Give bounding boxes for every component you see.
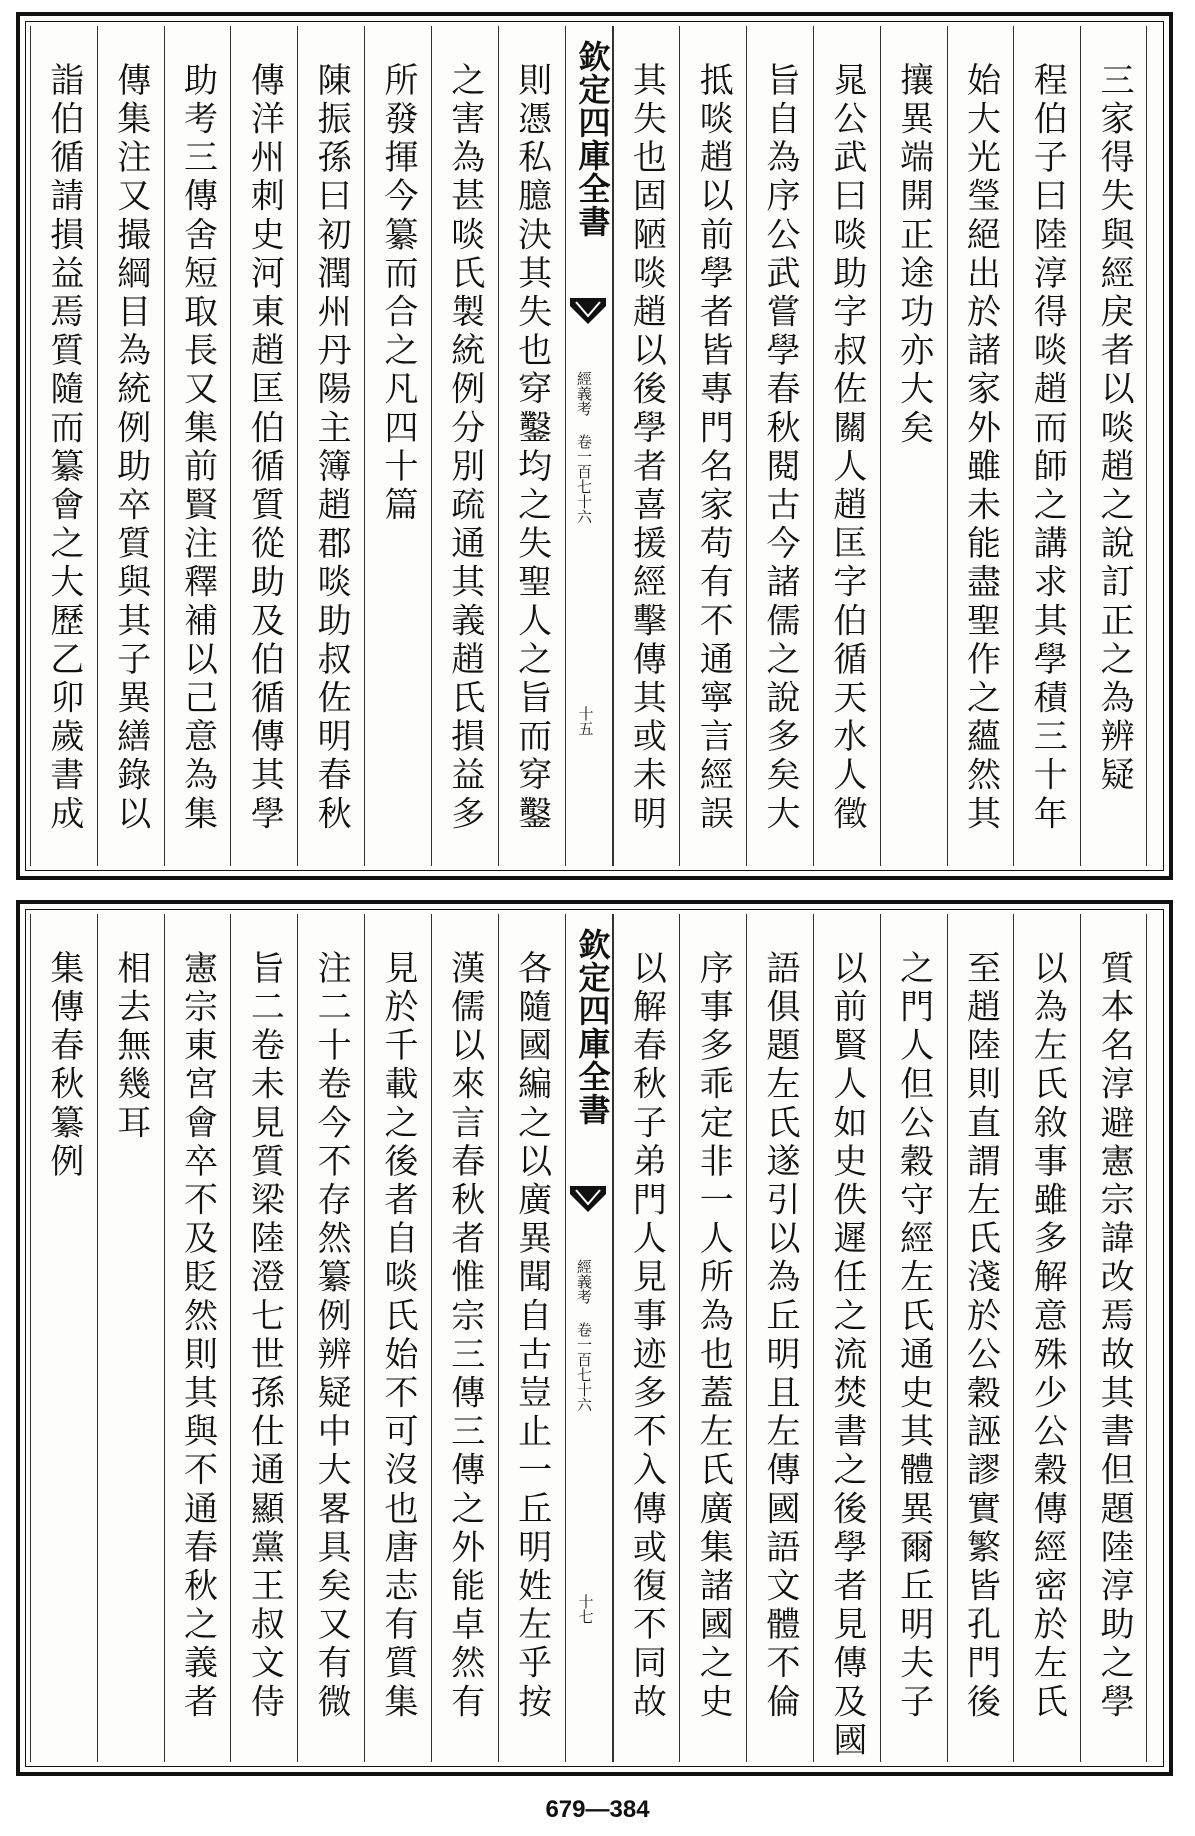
column-text: 旨二卷未見質梁陸澄七世孫仕通顯黨王叔文侍: [244, 950, 285, 1722]
column-text: 其失也固陋啖趙以後學者喜援經擊傳其或未明: [626, 62, 667, 834]
text-column: [880, 914, 947, 1762]
fishtail-mark-icon: [568, 296, 608, 326]
column-text: 傳洋州刺史河東趙匡伯循質從助及伯循傳其學: [244, 62, 285, 834]
column-text: 以前賢人如史佚遲任之流焚書之後學者見傳及國: [826, 950, 867, 1761]
column-text: 抵啖趙以前學者皆專門名家苟有不通寧言經誤: [693, 62, 734, 834]
leaf-number: 十七: [576, 1594, 595, 1624]
column-text: 攘異端開正途功亦大矣: [893, 62, 934, 448]
center-fold-strip: [565, 914, 613, 1762]
column-text: 漢儒以來言春秋者惟宗三傳三傳之外能卓然有: [444, 950, 485, 1722]
text-column: [1080, 914, 1147, 1762]
column-text: 各隨國編之以廣異聞自古豈止一丘明姓左乎按: [511, 950, 552, 1722]
column-text: 所發揮今纂而合之凡四十篇: [377, 62, 418, 526]
book-title: 欽定四庫全書: [573, 40, 612, 238]
text-column: [230, 26, 297, 866]
fishtail-mark-icon: [568, 1184, 608, 1214]
text-column: [498, 914, 565, 1762]
page-number-footer: 679—384: [545, 1796, 650, 1823]
column-text: 陳振孫曰初潤州丹陽主簿趙郡啖助叔佐明春秋: [311, 62, 352, 834]
column-text: 以為左氏敘事雖多解意殊少公穀傳經密於左氏: [1027, 950, 1068, 1722]
text-column: [947, 914, 1014, 1762]
text-column: [97, 26, 164, 866]
text-column: [364, 26, 431, 866]
book-title: 欽定四庫全書: [573, 928, 612, 1126]
text-column: [679, 26, 746, 866]
text-column: [679, 914, 746, 1762]
text-column: [813, 914, 880, 1762]
column-text: 見於千載之後者自啖氏始不可沒也唐志有質集: [377, 950, 418, 1722]
text-column: [1013, 914, 1080, 1762]
text-column: [97, 914, 164, 1762]
column-text: 質本名淳避憲宗諱改焉故其書但題陸淳助之學: [1094, 950, 1135, 1722]
center-fold-strip: [565, 26, 613, 866]
text-column: [431, 26, 498, 866]
column-text: 注二十卷今不存然纂例辨疑中大畧具矣又有微: [311, 950, 352, 1722]
bottom-columns: [30, 914, 1159, 1762]
text-column: [164, 26, 231, 866]
column-text: 序事多乖定非一人所為也蓋左氏廣集諸國之史: [693, 950, 734, 1722]
column-text: 助考三傳舍短取長又集前賢注釋補以己意為集: [177, 62, 218, 834]
text-column: [1080, 26, 1147, 866]
column-text: 以解春秋子弟門人見事迹多不入傳或復不同故: [626, 950, 667, 1722]
text-column: [746, 26, 813, 866]
volume-label: 經義考 卷一百七十六: [575, 1259, 593, 1412]
column-text: 程伯子曰陸淳得啖趙而師之講求其學積三十年: [1027, 62, 1068, 834]
text-column: [613, 26, 680, 866]
column-text: 相去無幾耳: [110, 950, 151, 1143]
column-text: 始大光瑩絕出於諸家外雖未能盡聖作之蘊然其: [960, 62, 1001, 834]
column-text: 之害為甚啖氏製統例分別疏通其義趙氏損益多: [444, 62, 485, 834]
bottom-page-panel: [16, 900, 1173, 1776]
top-page-panel: [16, 12, 1173, 880]
column-text: 晁公武曰啖助字叔佐關人趙匡字伯循天水人徵: [826, 62, 867, 834]
column-rule: [1146, 914, 1147, 1762]
text-column: [880, 26, 947, 866]
text-column: [164, 914, 231, 1762]
column-rule: [1146, 26, 1147, 866]
text-column: [947, 26, 1014, 866]
text-column: [30, 914, 97, 1762]
text-column: [297, 914, 364, 1762]
column-text: 至趙陸則直謂左氏淺於公穀誣謬實繁皆孔門後: [960, 950, 1001, 1722]
leaf-number: 十五: [576, 706, 595, 736]
column-text: 詣伯循請損益焉質隨而纂會之大歷乙卯歲書成: [43, 62, 84, 834]
text-column: [746, 914, 813, 1762]
column-text: 旨自為序公武嘗學春秋閱古今諸儒之說多矣大: [760, 62, 801, 834]
column-text: 憲宗東宮會卒不及貶然則其與不通春秋之義者: [177, 950, 218, 1722]
text-column: [613, 914, 680, 1762]
column-text: 傳集注又撮綱目為統例助卒質與其子異繕錄以: [110, 62, 151, 834]
column-text: 則憑私臆決其失也穿鑿均之失聖人之旨而穿鑿: [511, 62, 552, 834]
top-columns: [30, 26, 1159, 866]
text-column: [30, 26, 97, 866]
column-text: 語俱題左氏遂引以為丘明且左傳國語文體不倫: [760, 950, 801, 1722]
text-column: [364, 914, 431, 1762]
column-text: 之門人但公穀守經左氏通史其體異爾丘明夫子: [893, 950, 934, 1722]
text-column: [813, 26, 880, 866]
text-column: [431, 914, 498, 1762]
column-text: 三家得失與經戾者以啖趙之說訂正之為辨疑: [1094, 62, 1135, 796]
text-column: [1013, 26, 1080, 866]
text-column: [297, 26, 364, 866]
text-column: [230, 914, 297, 1762]
column-text: 集傳春秋纂例: [43, 950, 84, 1182]
volume-label: 經義考 卷一百七十六: [575, 371, 593, 524]
text-column: [498, 26, 565, 866]
